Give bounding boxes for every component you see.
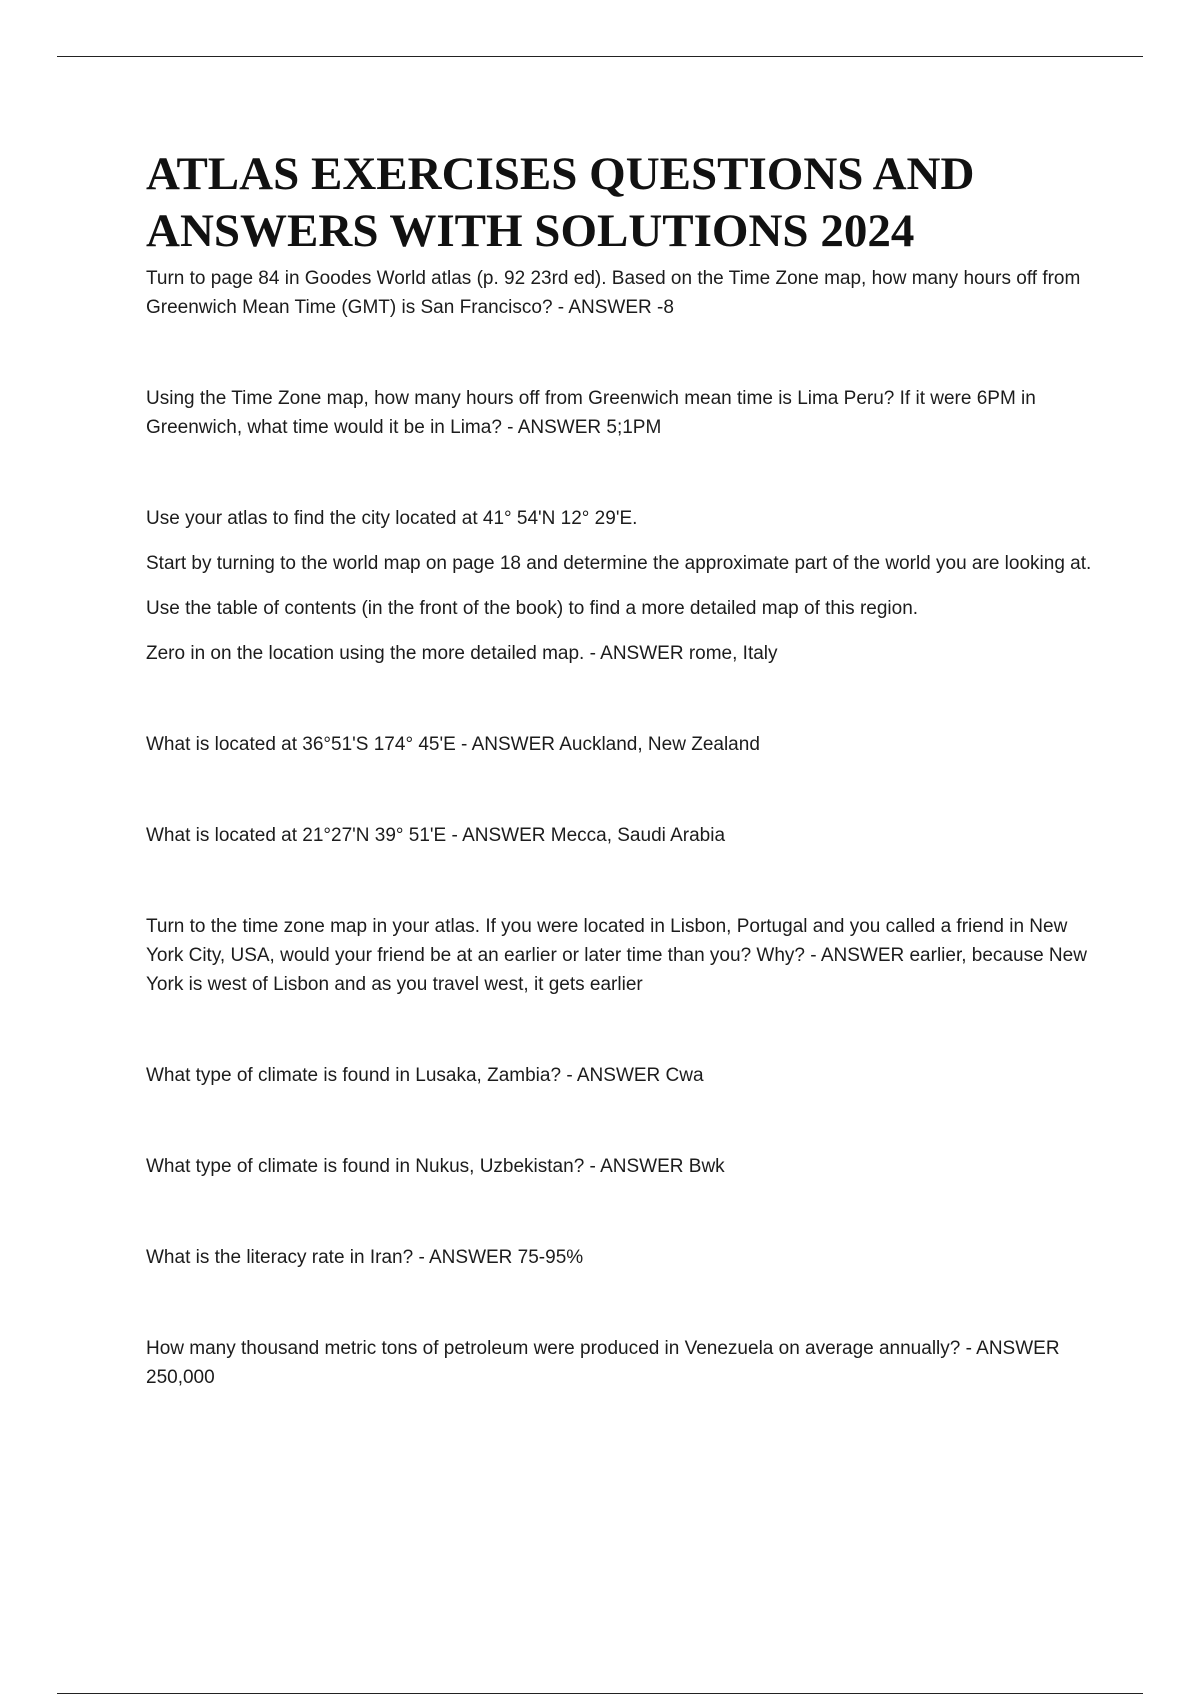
qa-text: What is the literacy rate in Iran? - ANSWER 75-95%	[146, 1247, 584, 1268]
qa-item	[146, 1243, 1096, 1272]
qa-item	[146, 821, 1096, 850]
qa-text: Turn to page 84 in Goodes World atlas (p. 92 23rd ed). Based on the Time Zone map, how many hours off from Greenwich Mean Time (GMT) is San Francisco? - ANSWER -8	[146, 268, 1081, 318]
qa-instruction: Use the table of contents (in the front of the book) to find a more detailed map of this region.	[146, 598, 919, 619]
qa-text: What is located at 21°27'N 39° 51'E - ANSWER Mecca, Saudi Arabia	[146, 825, 726, 846]
bottom-rule	[57, 1693, 1143, 1694]
qa-instruction: Use your atlas to find the city located at 41° 54'N 12° 29'E.	[146, 508, 638, 529]
qa-text: What type of climate is found in Nukus, Uzbekistan? - ANSWER Bwk	[146, 1156, 725, 1177]
qa-text: Turn to the time zone map in your atlas. If you were located in Lisbon, Portugal and you called a friend in New York City, USA, would your friend be at an earlier or later time than you? Why? - ANSWER earlier, because New York is west of Lisbon and as you travel west, it gets earlier	[146, 916, 1087, 995]
qa-text: What is located at 36°51'S 174° 45'E - ANSWER Auckland, New Zealand	[146, 734, 760, 755]
qa-item	[146, 1152, 1096, 1181]
qa-instruction: Start by turning to the world map on page 18 and determine the approximate part of the world you are looking at.	[146, 553, 1092, 574]
qa-text: Zero in on the location using the more detailed map. - ANSWER rome, Italy	[146, 643, 778, 664]
qa-list	[146, 264, 1096, 1392]
qa-item	[146, 1334, 1096, 1392]
top-rule	[57, 56, 1143, 57]
qa-item	[146, 384, 1096, 442]
qa-item	[146, 264, 1096, 322]
qa-item	[146, 1061, 1096, 1090]
document-title: ATLAS EXERCISES QUESTIONS AND ANSWERS WITH SOLUTIONS 2024	[146, 148, 975, 257]
document-page	[146, 146, 1096, 1392]
qa-text: Using the Time Zone map, how many hours off from Greenwich mean time is Lima Peru? If it were 6PM in Greenwich, what time would it be in Lima? - ANSWER 5;1PM	[146, 388, 1036, 438]
qa-item	[146, 912, 1096, 999]
qa-text: What type of climate is found in Lusaka, Zambia? - ANSWER Cwa	[146, 1065, 704, 1086]
qa-item	[146, 730, 1096, 759]
qa-text: How many thousand metric tons of petroleum were produced in Venezuela on average annually? - ANSWER 250,000	[146, 1338, 1060, 1388]
qa-item	[146, 504, 1096, 668]
